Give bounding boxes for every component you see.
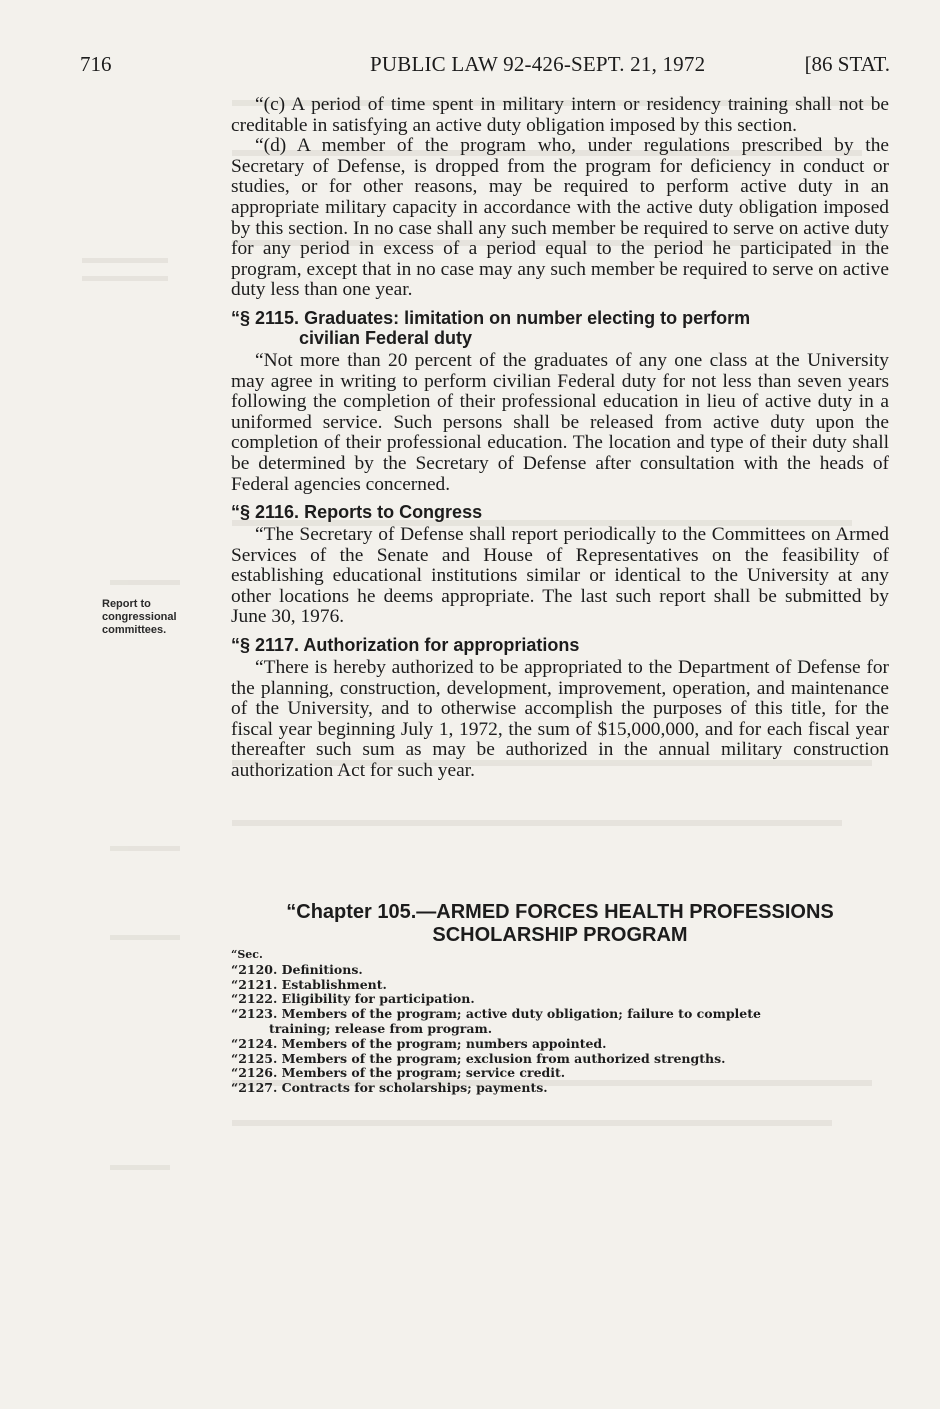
page-header bbox=[80, 52, 890, 82]
paragraph-d: “(d) A member of the program who, under regulations prescribed by the Secretary of Defense, is dropped from the program for deficiency in conduct or studies, or for other reasons, may be required to perform active duty in an appropriate military capacity in accordance with the active duty obligation imposed by this section. In no case shall any such member be required to serve on active duty for any period in excess of a period equal to the period he participated in the program, except that in no case may any such member be required to serve on active duty less than one year. bbox=[231, 135, 889, 301]
section-2115-heading-line2: civilian Federal duty bbox=[299, 327, 473, 348]
list-item: “2126. Members of the program; service credit. bbox=[231, 1065, 566, 1081]
section-list bbox=[231, 948, 889, 1096]
chapter-heading bbox=[231, 901, 889, 947]
list-item: “2124. Members of the program; numbers appointed. bbox=[231, 1035, 607, 1051]
section-2115-heading-line1: “§ 2115. Graduates: limitation on number electing to perform bbox=[231, 307, 751, 328]
main-text bbox=[231, 95, 889, 782]
list-item: “2123. Members of the program; active duty obligation; failure to complete bbox=[231, 1006, 761, 1022]
section-2116-heading bbox=[231, 502, 889, 522]
margin-note: Report to congressional committees. bbox=[102, 598, 177, 636]
chapter-heading-line1: “Chapter 105.—ARMED FORCES HEALTH PROFESSIONS bbox=[286, 901, 834, 923]
page-number: 716 bbox=[80, 52, 112, 76]
section-2117-heading bbox=[231, 635, 889, 655]
header-title: PUBLIC LAW 92-426-SEPT. 21, 1972 bbox=[370, 52, 706, 76]
list-item: “2127. Contracts for scholarships; payments. bbox=[231, 1080, 548, 1096]
list-item-continuation: training; release from program. bbox=[269, 1020, 493, 1036]
paragraph-c: “(c) A period of time spent in military intern or residency training shall not be creditable in satisfying an active duty obligation imposed by this section. bbox=[231, 94, 889, 136]
section-2116-text: “The Secretary of Defense shall report periodically to the Committees on Armed Services of the Senate and House of Representatives on the feasibility of establishing educational institutions similar or identical to the University at any other locations he deems appropriate. The last such report shall be submitted by June 30, 1976. bbox=[231, 524, 889, 628]
section-2115-heading bbox=[231, 308, 889, 348]
list-item: “2120. Definitions. bbox=[231, 961, 363, 977]
chapter-heading-line2: SCHOLARSHIP PROGRAM bbox=[432, 924, 688, 946]
list-item: “2122. Eligibility for participation. bbox=[231, 991, 475, 1007]
list-item: “2121. Establishment. bbox=[231, 976, 387, 992]
section-2117-text: “There is hereby authorized to be appropriated to the Department of Defense for the planning, construction, development, improvement, operation, and maintenance of the University, and to otherwise accomplish the purposes of this title, for the fiscal year beginning July 1, 1972, the sum of $15,000,000, and for each fiscal year thereafter such sum as may be authorized in the annual military construction authorization Act for such year. bbox=[231, 657, 889, 782]
sec-label: “Sec. bbox=[231, 948, 263, 961]
section-2117-heading-line1: “§ 2117. Authorization for appropriations bbox=[231, 635, 580, 656]
section-2115-text: “Not more than 20 percent of the graduates of any one class at the University may agree in writing to perform civilian Federal duty for not less than seven years following the completion of their professional education in lieu of active duty in a uniformed service. Such persons shall be released from active duty upon the completion of their professional education. The location and type of their duty shall be determined by the Secretary of Defense after consultation with the heads of Federal agencies concerned. bbox=[231, 349, 889, 495]
statute-volume: [86 STAT. bbox=[804, 52, 890, 76]
list-item: “2125. Members of the program; exclusion from authorized strengths. bbox=[231, 1050, 726, 1066]
section-2116-heading-line1: “§ 2116. Reports to Congress bbox=[231, 502, 483, 523]
